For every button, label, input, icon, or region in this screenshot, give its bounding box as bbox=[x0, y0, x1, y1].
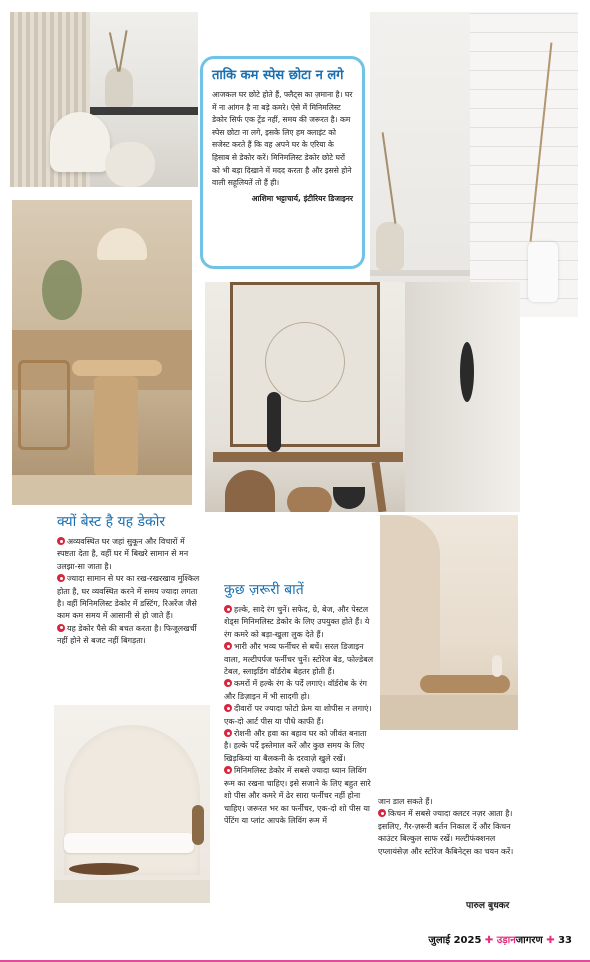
photo-console-hallway bbox=[205, 282, 520, 512]
photo-arched-bench-room bbox=[380, 515, 518, 730]
tips-title: कुछ ज़रूरी बातें bbox=[224, 582, 304, 598]
photo-pampas-lounge bbox=[10, 12, 198, 187]
tips-item: मिनिमलिस्ट डेकोर में सबसे ज्यादा ध्यान लिविंग रूम का रखना चाहिए। इसे सजाने के लिए बहुत सारे शो पीस और कमरे में ढेर सारा फर्नीचर नहीं होना चाहिए। जरूरत भर का फर्नीचर, एक-दो शो पीस या पेंटिंग या प्लांट आपके लिविंग रूम में bbox=[224, 766, 371, 825]
why-title: क्यों बेस्ट है यह डेकोर bbox=[57, 514, 166, 530]
designer-quote-box bbox=[200, 56, 365, 269]
photo-dining-room bbox=[12, 200, 192, 505]
callout-body: आजकल घर छोटे होते हैं, फ्लैट्स का ज़माना है। घर में ना आंगन है ना बड़े कमरे। ऐसे में मिनिमलिस्ट डेकोर सिर्फ एक ट्रेंड नहीं, समय की जरूरत है। कम स्पेस छोटा ना लगे, इसके लिए हम क्लाइंट को सजेस्ट करते हैं कि वह अपने घर के एरिया के हिसाब से डेकोर करें। मिनिमलिस्ट डेकोर छोटे घरों को भी बड़ा दिखाने में मदद करता है और इससे होने वाली सहूलियतें तो हैं ही। bbox=[212, 90, 353, 188]
tips-section bbox=[224, 580, 374, 827]
bullet-icon bbox=[378, 809, 386, 817]
photo-white-wall-vases bbox=[370, 12, 578, 317]
bullet-icon bbox=[57, 574, 65, 582]
bullet-icon bbox=[224, 642, 232, 650]
tips-continuation-text: जान डाल सकते हैं। bbox=[378, 797, 433, 806]
tips-item: भारी और भव्य फर्नीचर से बचें। सरल डिजाइन वाला, मल्टीपर्पज फर्नीचर चुनें। स्टोरेज बेड, फोल्डेबल टेबल, स्लाइडिंग वॉर्डरोब बेहतर होती हैं। bbox=[224, 642, 374, 677]
article-byline: पारुल बुधकर bbox=[466, 901, 510, 911]
tips-item: हल्के, सादे रंग चुनें। सफेद, ग्रे, बेज, और पेस्टल शेड्स मिनिमलिस्ट डेकोर के लिए उपयुक्त होते हैं। ये रंग कमरे को बड़ा-खुला लुक देते हैं। bbox=[224, 605, 370, 639]
tips-item: दीवारों पर ज्यादा फोटो फ्रेम या शोपीस न लगाएं। एक-दो आर्ट पीस या पौधे काफी हैं। bbox=[224, 704, 372, 726]
tips-continued bbox=[378, 796, 523, 858]
why-section bbox=[57, 512, 202, 648]
bullet-icon bbox=[224, 729, 232, 737]
bullet-icon bbox=[224, 704, 232, 712]
bullet-icon bbox=[57, 537, 65, 545]
footer-month: जुलाई 2025 bbox=[428, 935, 482, 946]
page-footer bbox=[0, 935, 590, 962]
tips-item: कमरों में हल्के रंग के पर्दे लगाएं। वॉर्डरोब के रंग और डिज़ाइन में भी सादगी हो। bbox=[224, 679, 367, 701]
footer-brand: उड़ान bbox=[496, 935, 516, 946]
why-item: ज्यादा सामान से घर का रख-रखरखाव मुश्किल होता है, घर व्यवस्थित करने में समय ज्यादा लगता है। वहीं मिनिमलिस्ट डेकोर में डस्टिंग, रिअरेंज जैसे काम कम समय में आसानी से हो जाते हैं। bbox=[57, 574, 200, 621]
bullet-icon bbox=[224, 605, 232, 613]
bullet-icon bbox=[224, 679, 232, 687]
callout-title: ताकि कम स्पेस छोटा न लगे bbox=[212, 68, 344, 83]
footer-paper: जागरण bbox=[515, 935, 543, 946]
why-item: यह डेकोर पैसे की बचत करता है। फिजूलखर्ची नहीं होने से बजट नहीं बिगड़ता। bbox=[57, 623, 197, 646]
tips-item: किचन में सबसे ज्यादा क्लटर नज़र आता है। इसलिए, गैर-ज़रूरी बर्तन निकाल दें और किचन काउंटर बिल्कुल साफ रखें। मल्टीफंक्शनल एप्लायंसेज़ और स्टोरेज कैबिनेट्स का चयन करें। bbox=[378, 809, 514, 856]
bullet-icon bbox=[224, 766, 232, 774]
bullet-icon bbox=[57, 624, 65, 632]
why-item: अव्यवस्थित घर जहां सुकून और विचारों में स्पष्टता देता है, वहीं घर में बिखरे सामान से मन उलझा-सा जाता है। bbox=[57, 537, 189, 571]
callout-author: आशिमा भट्टाचार्य, इंटीरियर डिजाइनर bbox=[251, 193, 353, 203]
photo-white-sofa-arch bbox=[54, 705, 210, 903]
tips-item: रोशनी और हवा का बहाव घर को जीवंत बनाता है। हल्के पर्दे इस्तेमाल करें और कुछ समय के लिए खिड़कियां या बैलकनी के दरवाज़े खुले रखें। bbox=[224, 729, 367, 763]
footer-page-number: 33 bbox=[558, 935, 572, 946]
footer-text: जुलाई 2025 ✚ उड़ानजागरण ✚ 33 bbox=[424, 932, 572, 946]
